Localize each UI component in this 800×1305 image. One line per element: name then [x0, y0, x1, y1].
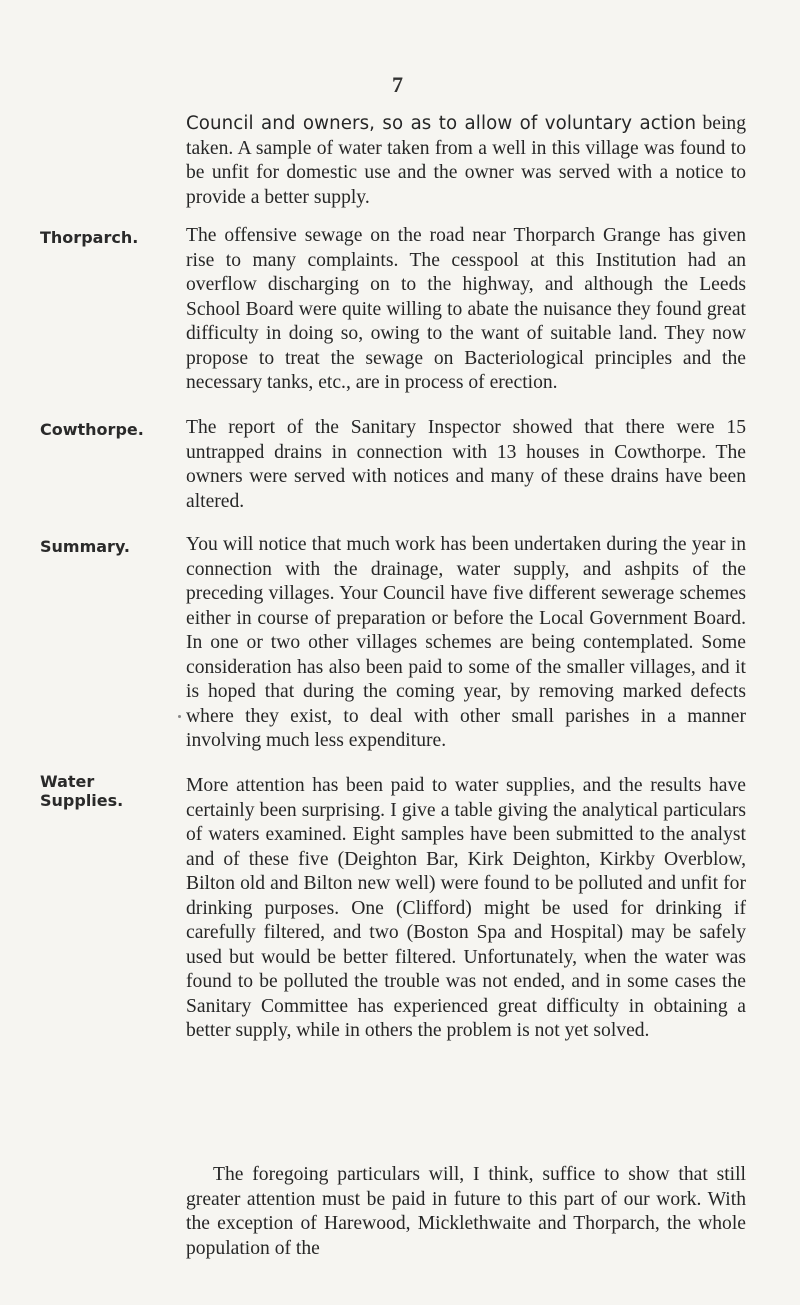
margin-heading-water-supplies: [40, 772, 180, 810]
continuation-lead-line: Council and owners, so as to allow of voluntary action: [186, 113, 697, 134]
thorparch-text: The offensive sewage on the road near Thorparch Grange has given rise to many complaints. The cesspool at this Institution had an overflow discharging on to the highway, and although the Leeds School Board were quite willing to abate the nuisance they found great difficulty in doing so, owing to the want of suitable land. They now propose to treat the sewage on Bacteriological principles and the necessary tanks, etc., are in process of erection.: [186, 225, 746, 393]
foregoing-paragraph: [186, 1163, 746, 1261]
summary-text: You will notice that much work has been undertaken during the year in connection with the drainage, water supply, and ashpits of the preceding villages. Your Council have five different sewerage schemes either in course of preparation or before the Local Government Board. In one or two other villages schemes are being contemplated. Some consideration has also been paid to some of the smaller villages, and it is hoped that during the coming year, by removing marked defects where they exist, to deal with other small parishes in a manner involving much less expenditure.: [186, 534, 746, 751]
continuation-paragraph: [186, 112, 746, 210]
stray-mark: [178, 715, 181, 718]
continuation-text: being taken. A sample of water taken from a well in this village was found to be unfit for domestic use and the owner was served with a notice to provide a better supply.: [186, 113, 746, 208]
cowthorpe-paragraph: [186, 416, 746, 514]
margin-heading-thorparch: Thorparch.: [40, 228, 139, 247]
cowthorpe-text: The report of the Sanitary Inspector showed that there were 15 untrapped drains in connection with 13 houses in Cowthorpe. The owners were served with notices and many of these drains have been altered.: [186, 417, 746, 512]
foregoing-text: The foregoing particulars will, I think, suffice to show that still greater attention must be paid in future to this part of our work. With the exception of Harewood, Micklethwaite and Thorparch, the whole population of the: [186, 1164, 746, 1259]
margin-heading-cowthorpe: Cowthorpe.: [40, 420, 144, 439]
water-supplies-heading-line2: Supplies.: [40, 791, 124, 810]
water-supplies-text: More attention has been paid to water supplies, and the results have certainly been surprising. I give a table giving the analytical particulars of waters examined. Eight samples have been submitted to the analyst and of these five (Deighton Bar, Kirk Deighton, Kirkby Overblow, Bilton old and Bilton new well) were found to be polluted and unfit for drinking purposes. One (Clifford) might be used for drinking if carefully filtered, and two (Boston Spa and Hospital) may be safely used but would be better filtered. Unfortunately, when the water was found to be polluted the trouble was not ended, and in some cases the Sanitary Committee has experienced great difficulty in obtaining a better supply, while in others the problem is not yet solved.: [186, 775, 746, 1041]
page-number: 7: [392, 72, 403, 97]
water-supplies-heading-line1: Water: [40, 772, 95, 791]
thorparch-paragraph: [186, 224, 746, 396]
margin-heading-summary: Summary.: [40, 537, 130, 556]
summary-paragraph: [186, 533, 746, 754]
water-supplies-paragraph: [186, 774, 746, 1044]
